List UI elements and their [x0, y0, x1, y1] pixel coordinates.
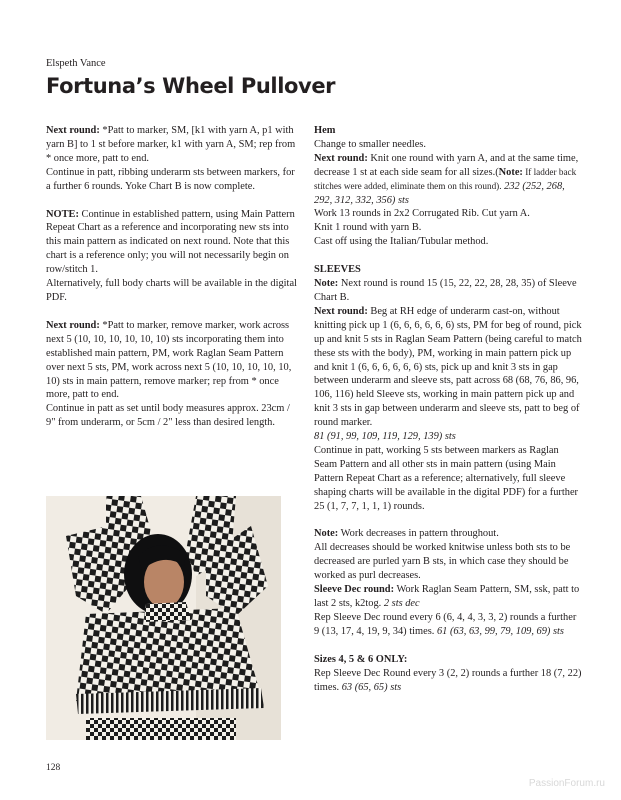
repeat: [314, 667, 582, 695]
label: Next round:: [46, 319, 100, 331]
label: NOTE:: [46, 208, 79, 220]
label: Next round:: [314, 305, 368, 317]
text: Rep Sleeve Dec round every 6 (6, 4, 4, 3, 3, 2) rounds a further 9 (13, 17, 4, 19, 9, 34) times.: [314, 611, 577, 637]
label: Note:: [314, 278, 339, 290]
stitch-count: 2 sts dec: [381, 598, 420, 609]
label: Sleeve Dec round:: [314, 584, 395, 596]
left-column: [46, 124, 298, 444]
text: Rep Sleeve Dec Round every 3 (2, 2) rounds a further 18 (7, 22) times.: [314, 667, 582, 693]
stitch-count: 81 (91, 99, 109, 119, 129, 139) sts: [314, 431, 456, 443]
text: Next round is round 15 (15, 22, 22, 28, 28, 35) of Sleeve Chart B.: [314, 278, 577, 303]
next-round: [314, 152, 582, 208]
stitch-count: 61 (63, 63, 99, 79, 109, 69) sts: [434, 625, 564, 637]
text: Work 13 rounds in 2x2 Corrugated Rib. Cut yarn A.: [314, 208, 530, 220]
section-heading: Hem: [314, 125, 336, 136]
watermark: PassionForum.ru: [528, 778, 605, 789]
model-photo: [46, 496, 281, 740]
section-decreases: [314, 527, 582, 638]
stitch-count: 63 (65, 65) sts: [339, 681, 402, 693]
section-hem: [314, 124, 582, 249]
text: Change to smaller needles.: [314, 138, 426, 150]
next-round: [314, 305, 582, 430]
text: *Patt to marker, remove marker, work across next 5 (10, 10, 10, 10, 10, 10) sts incorporating them into established main pattern, PM, work Raglan Seam Pattern over next 5 sts, PM, work across next 5 (10, 10, 10, 10, 10, 10) sts in main pattern, remove marker; rep from * once more, patt to end.: [46, 319, 292, 401]
paragraph-next-round-1: [46, 124, 298, 194]
text-continued: Continue in patt, ribbing underarm sts between markers, for a further 6 rounds. Yoke Chart B is now complete.: [46, 166, 295, 192]
text: All decreases should be worked knitwise unless both sts to be decreased are purled yarn B sts, in which case they should be worked as purl decreases.: [314, 542, 571, 582]
model-photo-illustration: [46, 496, 281, 740]
note: [314, 527, 582, 541]
section-sleeves: [314, 263, 582, 513]
author-name: Elspeth Vance: [46, 58, 106, 69]
text: Work Raglan Seam Pattern, SM, ssk, patt to last 2 sts, k2tog.: [314, 584, 580, 609]
paragraph-note: [46, 208, 298, 305]
right-column: [314, 124, 582, 708]
page-title: Fortuna’s Wheel Pullover: [46, 74, 336, 98]
label: Next round:: [46, 125, 100, 136]
section-sizes: [314, 653, 582, 695]
stitch-count: 232 (252, 268, 292, 312, 332, 356) sts: [314, 180, 565, 206]
section-heading: Sizes 4, 5 & 6 ONLY:: [314, 653, 408, 665]
paragraph-next-round-2: [46, 319, 298, 430]
text: If ladder back stitches were added, eliminate them on this round).: [314, 166, 577, 191]
label: Note:: [314, 528, 339, 540]
page-number: 128: [46, 763, 61, 773]
repeat: [314, 611, 582, 639]
text: Beg at RH edge of underarm cast-on, without knitting pick up 1 (6, 6, 6, 6, 6, 6) sts, PM for beg of round, pick up and knit 5 sts in Raglan Seam Pattern (being careful to match these sts with the body), PM, working in main pattern pick up and knit 1 (6, 6, 6, 6, 6, 6) sts, pick up and knit 3 sts in gap between underarm and sleeve sts, patt across 68 (68, 76, 86, 96, 106, 116) held Sleeve sts, working in main pattern pick up and knit 3 sts in gap between underarm and sleeve sts, patt to beg of round marker.: [314, 305, 582, 429]
text: Work decreases in pattern throughout.: [338, 528, 499, 540]
text: Knit one round with yarn A, and at the same time, decrease 1 st at each side seam for all sizes.: [314, 152, 579, 178]
text: Continue in patt, working 5 sts between markers as Raglan Seam Pattern and all other sts in main pattern (using Main Pattern Repeat Chart as a reference; alternatively, full sleeve shaping charts will be available in the digital PDF) for a further 25 (1, 7, 7, 1, 1, 1) rounds.: [314, 444, 579, 512]
label: Note:: [498, 166, 523, 178]
text: Knit 1 round with yarn B.: [314, 222, 422, 234]
label: Next round:: [314, 152, 368, 164]
text: Continue in established pattern, using Main Pattern Repeat Chart as a reference and incorporating new sts into this main pattern as indicated on next round. Note that this chart is a reference only; you will not necessarily begin on row/stitch 1.: [46, 208, 295, 276]
section-heading: SLEEVES: [314, 264, 361, 276]
text-continued: Continue in patt as set until body measures approx. 23cm / 9" from underarm, or 5cm / 2" less than desired length.: [46, 403, 290, 429]
text: Cast off using the Italian/Tubular method.: [314, 236, 489, 248]
note: [314, 277, 582, 305]
sleeve-dec-round: [314, 583, 582, 611]
text: *Patt to marker, SM, [k1 with yarn A, p1 with yarn B] to 1 st before marker, k1 with yarn A, SM; rep from * once more, patt to end.: [46, 125, 296, 164]
text-continued: Alternatively, full body charts will be available in the digital PDF.: [46, 278, 297, 303]
paren: (: [495, 166, 499, 178]
